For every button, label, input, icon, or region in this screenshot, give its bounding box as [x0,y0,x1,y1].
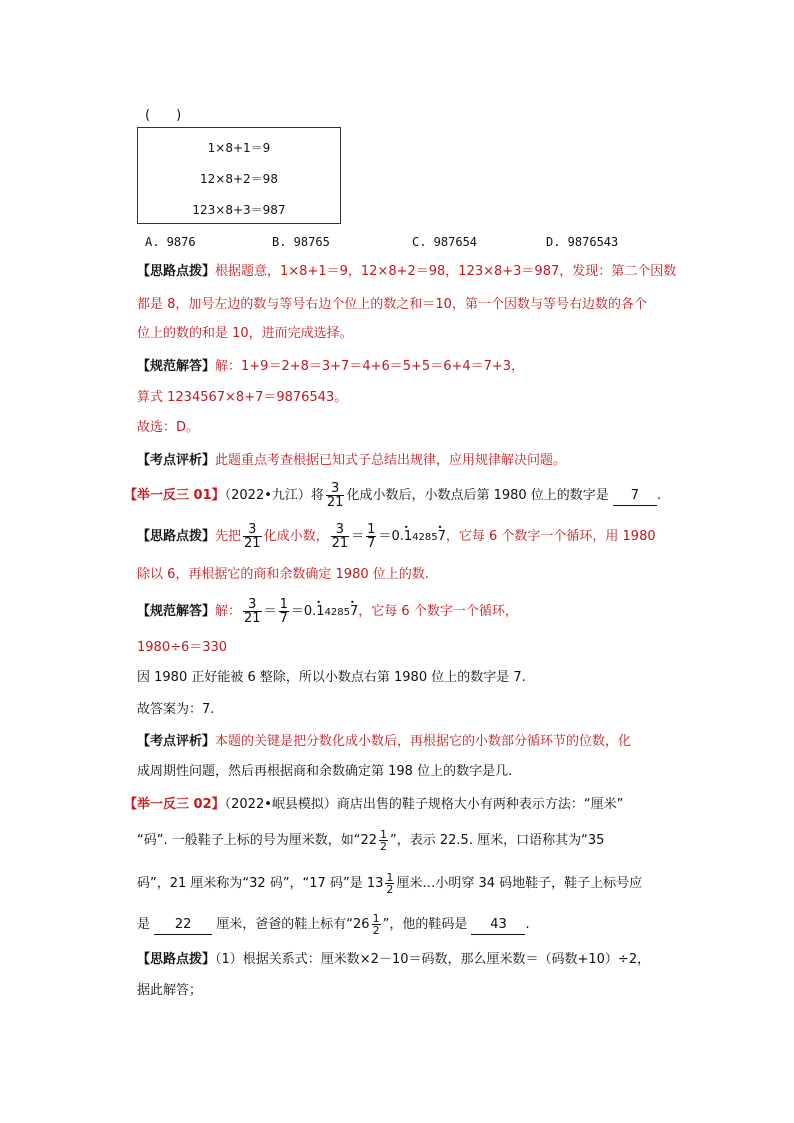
hint-tag: 【思路点拨】 [137,529,216,544]
ex01-answer-line: 1980÷6＝330 [137,640,228,655]
repeat-digit: • 7 [350,604,358,619]
ex01-answer-line: 【规范解答】解： $\frac{3}{21}$ ＝ $\frac{1}{7}$ ＝0.• 14285• 7，它每 6 个数字一个循环， [137,598,518,625]
ex02-hint-line: 【思路点拨】（1）根据关系式：厘米数×2－10＝码数，那么厘米数＝（码数+10）÷2， [137,952,651,967]
ex02-line: “码”. 一般鞋子上标的号为厘米数，如“22 $\frac{1}{2}$ ”，表示 22.5. 厘米，口语称其为“35 [137,828,605,853]
hint-tag: 【思路点拨】 [137,264,216,279]
formula-line: 1×8+1＝9 [207,141,271,155]
option-d: D. 9876543 [546,235,619,249]
answer-tag: 【规范解答】 [137,359,216,374]
repeat-digit: • 7 [438,529,446,544]
ex02-hint-line: 据此解答； [137,983,203,998]
ex02-line: 【举一反三 02】（2022•岷县模拟）商店出售的鞋子规格大小有两种表示方法：“厘米” [124,797,624,812]
q1-hint-line: 都是 8，加号左边的数与等号右边个位上的数之和＝10，第一个因数与等号右边数的各个 [137,297,647,312]
hint-tag: 【思路点拨】 [137,952,216,967]
answer-blank: 43 [471,916,525,935]
formula-box [137,127,341,224]
q1-hint-line: 【思路点拨】根据题意，1×8+1＝9，12×8+2＝98，123×8+3＝987，发现：第二个因数 [137,264,677,279]
ex01-hint-line: 除以 6，再根据它的商和余数确定 1980 位上的数. [137,567,429,582]
q1-review-line: 【考点评析】此题重点考查根据已知式子总结出规律，应用规律解决问题。 [137,453,567,468]
ex01-tag: 【举一反三 01】 [124,488,225,503]
fraction: $\frac{1}{7}$ [279,597,288,626]
q1-answer-line: 故选：D。 [137,420,200,435]
formula-line: 123×8+3＝987 [192,203,286,217]
ex01-answer-line: 因 1980 正好能被 6 整除，所以小数点右第 1980 位上的数字是 7. [137,670,526,685]
ex01-hint-line: 【思路点拨】先把 $\frac{3}{21}$ 化成小数， $\frac{3}{21}$ ＝ $\frac{1}{7}$ ＝0.• 14285• 7，它每 6 个数字一个循环，用 1980 [137,523,656,550]
fraction: $\frac{1}{2}$ [386,871,394,896]
option-b: B. 98765 [272,235,330,249]
answer-blank: 22 [154,916,212,935]
option-a: A. 9876 [145,235,196,249]
fraction: $\frac{1}{2}$ [380,828,388,853]
fraction: $\frac{3}{21}$ [326,481,344,510]
q1-answer-line: 算式 1234567×8+7＝9876543。 [137,390,348,405]
review-tag: 【考点评析】 [137,453,216,468]
repeat-digit: • 1 [404,529,412,544]
formula-line: 12×8+2＝98 [200,172,278,186]
review-tag: 【考点评析】 [137,734,216,749]
q1-answer-line: 【规范解答】解：1+9＝2+8＝3+7＝4+6＝5+5＝6+4＝7+3， [137,359,525,374]
fraction: $\frac{3}{21}$ [244,522,261,551]
fraction: $\frac{3}{21}$ [244,597,261,626]
ex01-review-line: 成周期性问题，然后再根据商和余数确定第 198 位上的数字是几. [137,764,513,779]
answer-tag: 【规范解答】 [137,604,216,619]
option-c: C. 987654 [412,235,478,249]
question-answer-bracket: ( ) [145,108,182,123]
ex01-question: 【举一反三 01】（2022•九江）将 $\frac{3}{21}$ 化成小数后，小数点后第 1980 位上的数字是 7 . [124,481,662,510]
fraction: $\frac{3}{21}$ [331,522,349,551]
repeat-digit: • 1 [316,604,324,619]
ex02-tag: 【举一反三 02】 [124,797,225,812]
ex02-line: 码”，21 厘米称为“32 码”，“17 码”是 13 $\frac{1}{2}$ 厘米…小明穿 34 码地鞋子，鞋子上标号应 [137,871,643,896]
ex01-answer-line: 故答案为：7. [137,702,215,717]
ex02-line: 是 22 厘米，爸爸的鞋上标有“26 $\frac{1}{2}$ ”，他的鞋码是 43 . [137,912,530,937]
fraction: $\frac{1}{2}$ [372,912,380,937]
fraction: $\frac{1}{7}$ [367,522,376,551]
ex01-review-line: 【考点评析】本题的关键是把分数化成小数后，再根据它的小数部分循环节的位数，化 [137,734,632,749]
q1-hint-line: 位上的数的和是 10，进而完成选择。 [137,326,353,341]
answer-blank: 7 [613,487,657,506]
